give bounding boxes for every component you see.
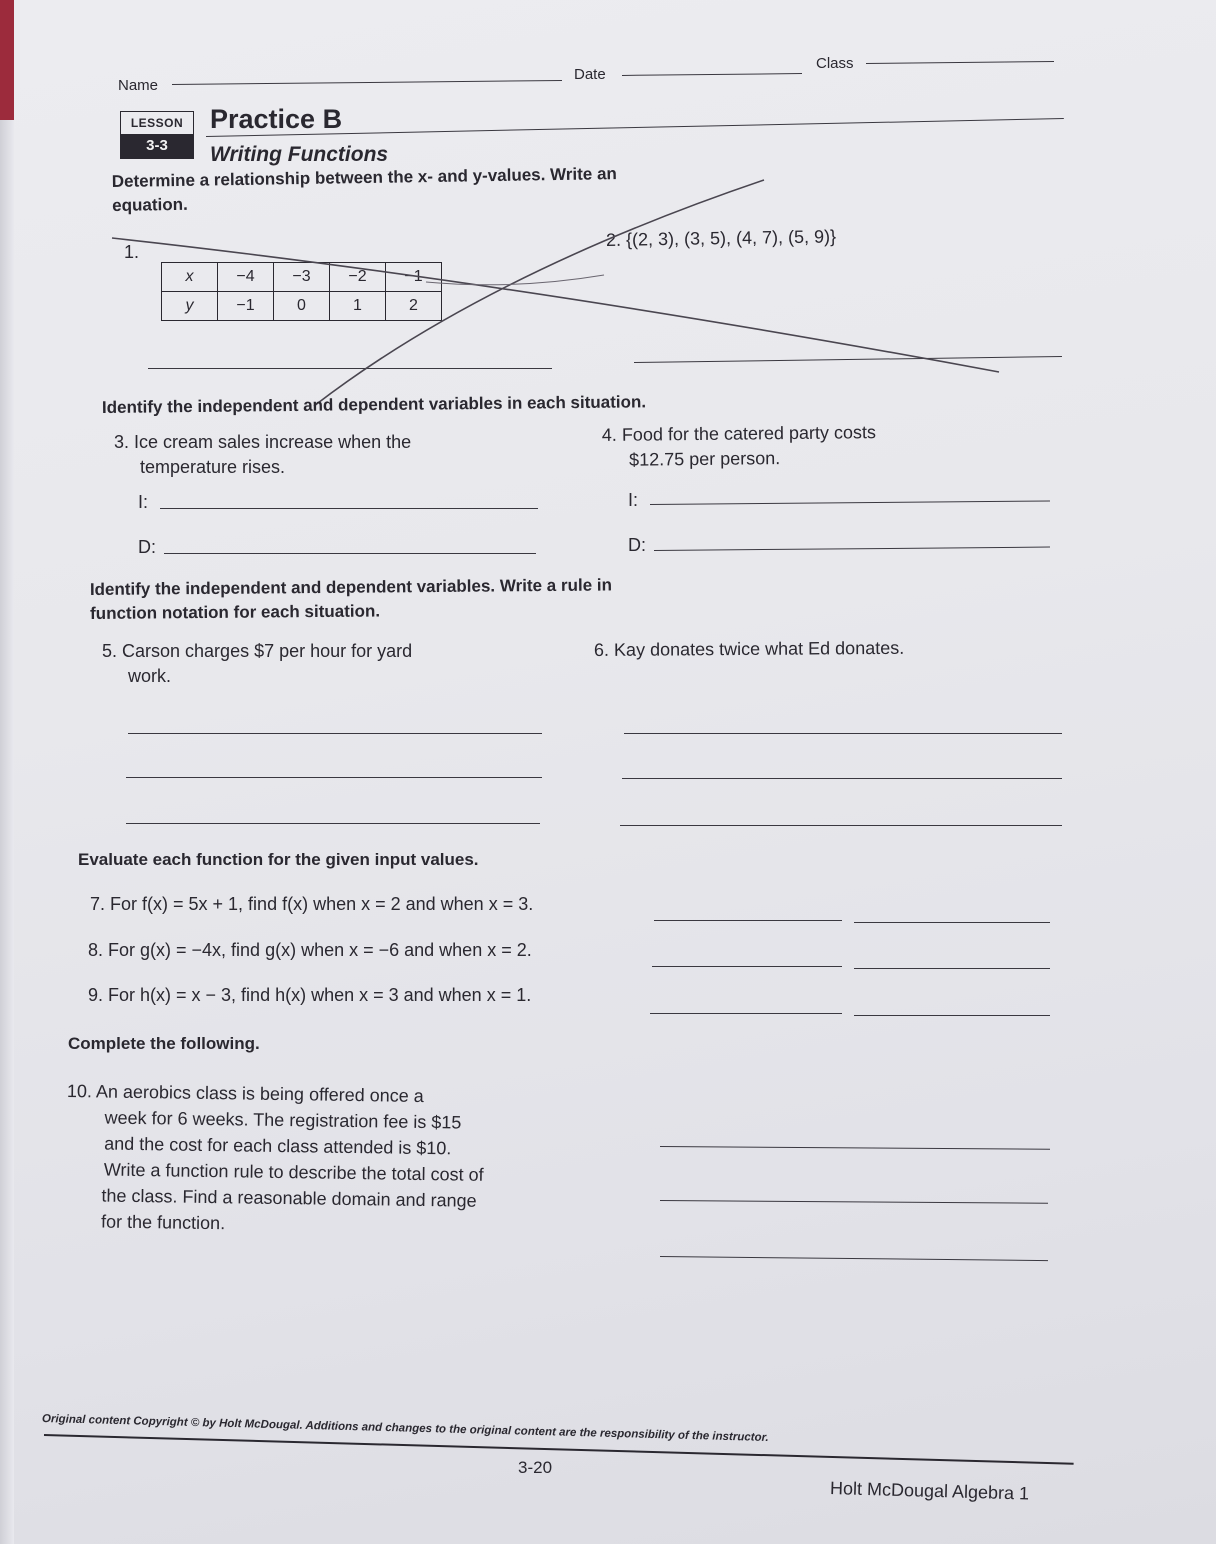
question-4-text: 4. Food for the catered party costs $12.75 per person. bbox=[601, 422, 877, 470]
q9-answer-line-1[interactable] bbox=[650, 1013, 842, 1014]
question-8-text: 8. For g(x) = −4x, find g(x) when x = −6 and when x = 2. bbox=[88, 940, 532, 960]
copyright-notice: Original content Copyright © by Holt McDougal. Additions and changes to the original content are the responsibility of the instructor. bbox=[41, 1413, 769, 1445]
q6-answer-line-3[interactable] bbox=[620, 825, 1062, 826]
table-header-y: y bbox=[162, 292, 218, 321]
q10-answer-line-2[interactable] bbox=[660, 1200, 1048, 1204]
question-2-text: 2. {(2, 3), (3, 5), (4, 7), (5, 9)} bbox=[605, 226, 837, 250]
lesson-badge bbox=[120, 111, 194, 159]
date-field-line[interactable] bbox=[622, 73, 802, 76]
question-9-text: 9. For h(x) = x − 3, find h(x) when x = 3 and when x = 1. bbox=[88, 985, 532, 1005]
question-6-text: 6. Kay donates twice what Ed donates. bbox=[593, 637, 905, 660]
section3-instruction: Identify the independent and dependent variables. Write a rule in function notation for each situation. bbox=[89, 575, 613, 623]
question-1-number: 1. bbox=[124, 242, 140, 262]
table-cell: −3 bbox=[274, 263, 330, 292]
section1-instruction: Determine a relationship between the x- and y-values. Write an equation. bbox=[111, 164, 617, 215]
q3-independent-label: I: bbox=[138, 492, 149, 512]
page-title: Practice B bbox=[210, 104, 343, 134]
q4-independent-answer-line[interactable] bbox=[650, 501, 1050, 505]
q5-answer-line-2[interactable] bbox=[126, 777, 542, 778]
q8-answer-line-1[interactable] bbox=[652, 966, 842, 967]
table-cell: −1 bbox=[386, 263, 442, 292]
answer-line-q2[interactable] bbox=[634, 356, 1062, 363]
class-field-line[interactable] bbox=[866, 61, 1054, 64]
name-field-line[interactable] bbox=[172, 80, 562, 85]
table-cell: 0 bbox=[274, 292, 330, 321]
class-label: Class bbox=[816, 55, 854, 72]
section5-instruction: Complete the following. bbox=[68, 1034, 260, 1053]
worksheet-page bbox=[14, 0, 1216, 1544]
q7-answer-line-1[interactable] bbox=[654, 920, 842, 921]
question-7-text: 7. For f(x) = 5x + 1, find f(x) when x = 2 and when x = 3. bbox=[90, 894, 534, 914]
date-label: Date bbox=[574, 66, 606, 83]
answer-line-q1[interactable] bbox=[148, 368, 552, 369]
q10-answer-line-3[interactable] bbox=[660, 1256, 1048, 1261]
table-cell: −2 bbox=[330, 263, 386, 292]
lesson-number: 3-3 bbox=[121, 134, 193, 158]
q3-dependent-answer-line[interactable] bbox=[164, 553, 536, 554]
section4-instruction: Evaluate each function for the given input values. bbox=[78, 850, 479, 869]
q5-answer-line-1[interactable] bbox=[128, 733, 542, 734]
q3-dependent-label: D: bbox=[138, 537, 156, 557]
table-header-x: x bbox=[162, 263, 218, 292]
footer-rule bbox=[44, 1434, 1074, 1465]
q4-independent-label: I: bbox=[628, 490, 639, 510]
xy-value-table bbox=[161, 262, 442, 321]
table-cell: −4 bbox=[218, 263, 274, 292]
section2-instruction: Identify the independent and dependent variables in each situation. bbox=[101, 392, 647, 417]
background-grey-edge bbox=[0, 120, 14, 1544]
name-label: Name bbox=[118, 77, 159, 94]
q8-answer-line-2[interactable] bbox=[854, 968, 1050, 969]
page-number: 3-20 bbox=[518, 1458, 553, 1477]
question-3-text: 3. Ice cream sales increase when the temperature rises. bbox=[114, 432, 412, 477]
book-title: Holt McDougal Algebra 1 bbox=[829, 1478, 1030, 1504]
table-row bbox=[162, 263, 442, 292]
table-cell: −1 bbox=[218, 292, 274, 321]
question-5-text: 5. Carson charges $7 per hour for yard work. bbox=[102, 641, 413, 686]
lesson-label: LESSON bbox=[130, 116, 184, 130]
q3-independent-answer-line[interactable] bbox=[160, 508, 538, 509]
table-cell: 2 bbox=[386, 292, 442, 321]
q6-answer-line-2[interactable] bbox=[622, 778, 1062, 779]
q9-answer-line-2[interactable] bbox=[854, 1015, 1050, 1016]
table-cell: 1 bbox=[330, 292, 386, 321]
q4-dependent-answer-line[interactable] bbox=[654, 547, 1050, 551]
page-subtitle: Writing Functions bbox=[210, 143, 389, 166]
q6-answer-line-1[interactable] bbox=[624, 733, 1062, 734]
q4-dependent-label: D: bbox=[628, 535, 646, 555]
q7-answer-line-2[interactable] bbox=[854, 922, 1050, 923]
q5-answer-line-3[interactable] bbox=[126, 823, 540, 824]
table-row bbox=[162, 292, 442, 321]
question-10-text: 10. An aerobics class is being offered once a week for 6 weeks. The registration fee is $15 and the cost for each class attended is $10. Write a function rule to describe the total cost of the class. Find a reasonable domain and range for the function. bbox=[66, 1081, 484, 1234]
q10-answer-line-1[interactable] bbox=[660, 1146, 1050, 1150]
